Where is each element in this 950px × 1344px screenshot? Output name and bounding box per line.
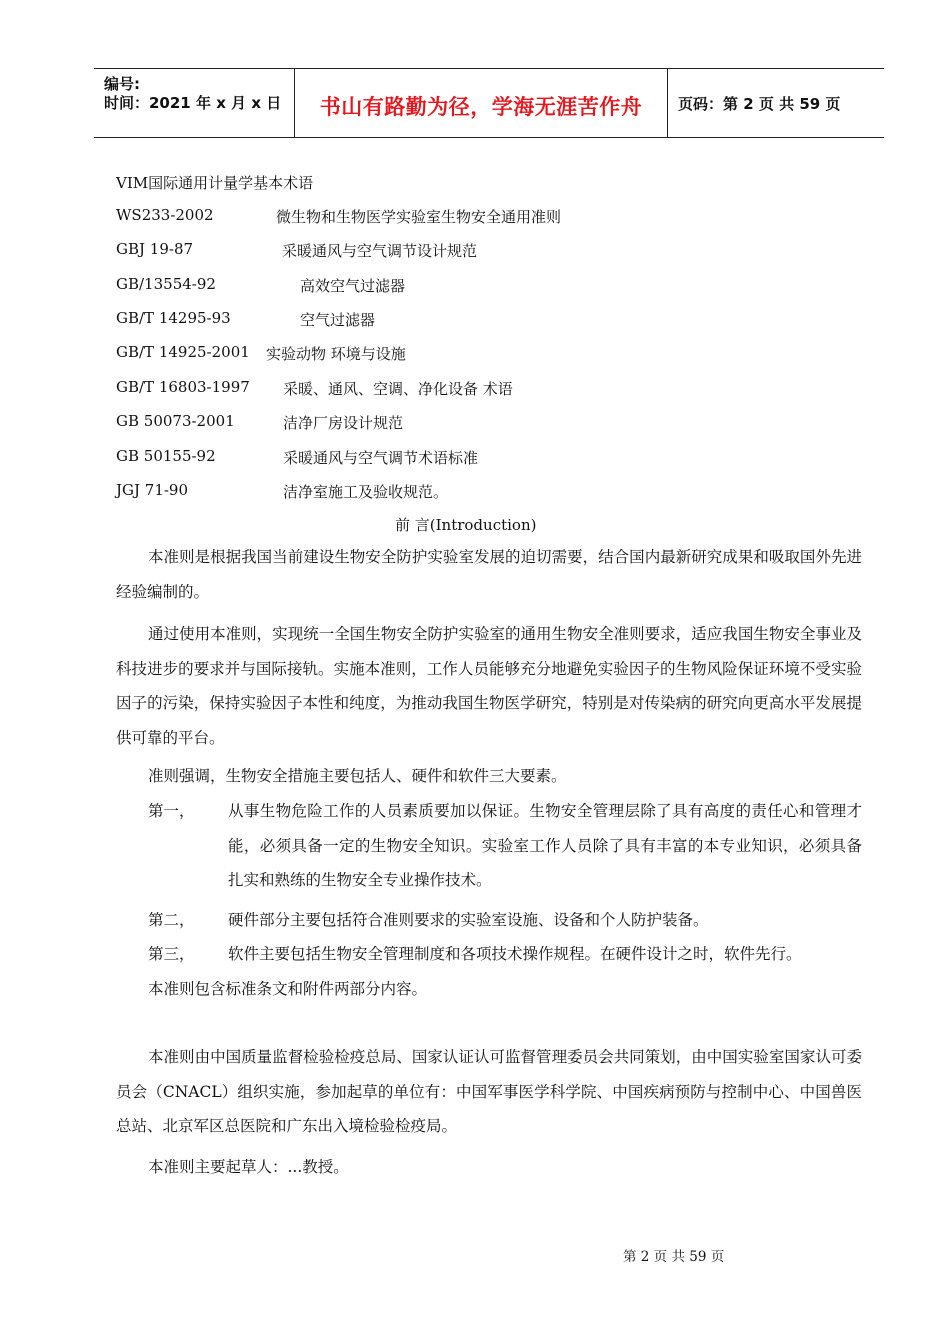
reference-code: GB/13554-92 (116, 275, 216, 293)
paragraph: 本准则由中国质量监督检验检疫总局、国家认证认可监督管理委员会共同策划，由中国实验室国家认可委员会（CNACL）组织实施，参加起草的单位有：中国军事医学科学院、中国疾病预防与控制中心、中国兽医总站、北京军区总医院和广东出入境检验检疫局。 (116, 1048, 862, 1135)
header-meta-cell (94, 69, 295, 137)
reference-title: 采暖、通风、空调、净化设备 术语 (283, 380, 513, 398)
page-footer: 第 2 页 共 59 页 (623, 1249, 725, 1265)
reference-code: WS233-2002 (116, 206, 214, 224)
number-label: 编号: (104, 75, 140, 93)
paragraph: 本准则包含标准条文和附件两部分内容。 (148, 980, 428, 998)
reference-title: 空气过滤器 (300, 311, 376, 329)
item-text: 软件主要包括生物安全管理制度和各项技术操作规程。在硬件设计之时，软件先行。 (228, 945, 802, 963)
reference-title: 洁净厂房设计规范 (283, 414, 404, 432)
motto: 书山有路勤为径，学海无涯苦作舟 (319, 95, 643, 119)
reference-code: GBJ 19-87 (116, 240, 194, 258)
reference-code: GB 50155-92 (116, 447, 216, 465)
paragraph: 本准则主要起草人：...教授。 (148, 1158, 349, 1176)
reference-title: 微生物和生物医学实验室生物安全通用准则 (276, 208, 562, 226)
item-text: 从事生物危险工作的人员素质要加以保证。生物安全管理层除了具有高度的责任心和管理才能，必须具备一定的生物安全知识。实验室工作人员除了具有丰富的本专业知识，必须具备扎实和熟练的生物安全专业操作技术。 (228, 802, 862, 889)
paragraph: 准则强调，生物安全措施主要包括人、硬件和软件三大要素。 (148, 767, 567, 785)
paragraph: 通过使用本准则，实现统一全国生物安全防护实验室的通用生物安全准则要求，适应我国生物安全事业及科技进步的要求并与国际接轨。实施本准则，工作人员能够充分地避免实验因子的生物风险保证环境不受实验因子的污染，保持实验因子本性和纯度，为推动我国生物医学研究，特别是对传染病的研究向更高水平发展提供可靠的平台。 (116, 625, 862, 747)
header-page-cell (668, 69, 884, 137)
header-motto-cell (295, 69, 668, 137)
time-label: 时间：2021 年 x 月 x 日 (104, 94, 282, 112)
reference-title: 采暖通风与空气调节术语标准 (283, 449, 479, 467)
item-text: 硬件部分主要包括符合准则要求的实验室设施、设备和个人防护装备。 (228, 911, 709, 929)
item-label: 第三， (148, 945, 195, 963)
reference-code: GB/T 14295-93 (116, 309, 231, 327)
page-header (94, 68, 884, 138)
item-label: 第一， (148, 802, 195, 820)
reference-title: 高效空气过滤器 (300, 277, 406, 295)
reference-code: JGJ 71-90 (116, 481, 189, 499)
reference-code: GB/T 14925-2001 (116, 343, 250, 361)
preface-title: 前 言(Introduction) (395, 516, 537, 534)
page-label: 页码：第 2 页 共 59 页 (678, 95, 841, 113)
reference-title: 实验动物 环境与设施 (266, 345, 406, 363)
item-label: 第二， (148, 911, 195, 929)
reference-code: GB 50073-2001 (116, 412, 235, 430)
reference-title: 采暖通风与空气调节设计规范 (282, 242, 478, 260)
paragraph: 本准则是根据我国当前建设生物安全防护实验室发展的迫切需要，结合国内最新研究成果和吸取国外先进经验编制的。 (116, 548, 862, 601)
reference-code: GB/T 16803-1997 (116, 378, 250, 396)
reference-code: VIM国际通用计量学基本术语 (116, 174, 314, 192)
reference-title: 洁净室施工及验收规范。 (283, 483, 449, 501)
